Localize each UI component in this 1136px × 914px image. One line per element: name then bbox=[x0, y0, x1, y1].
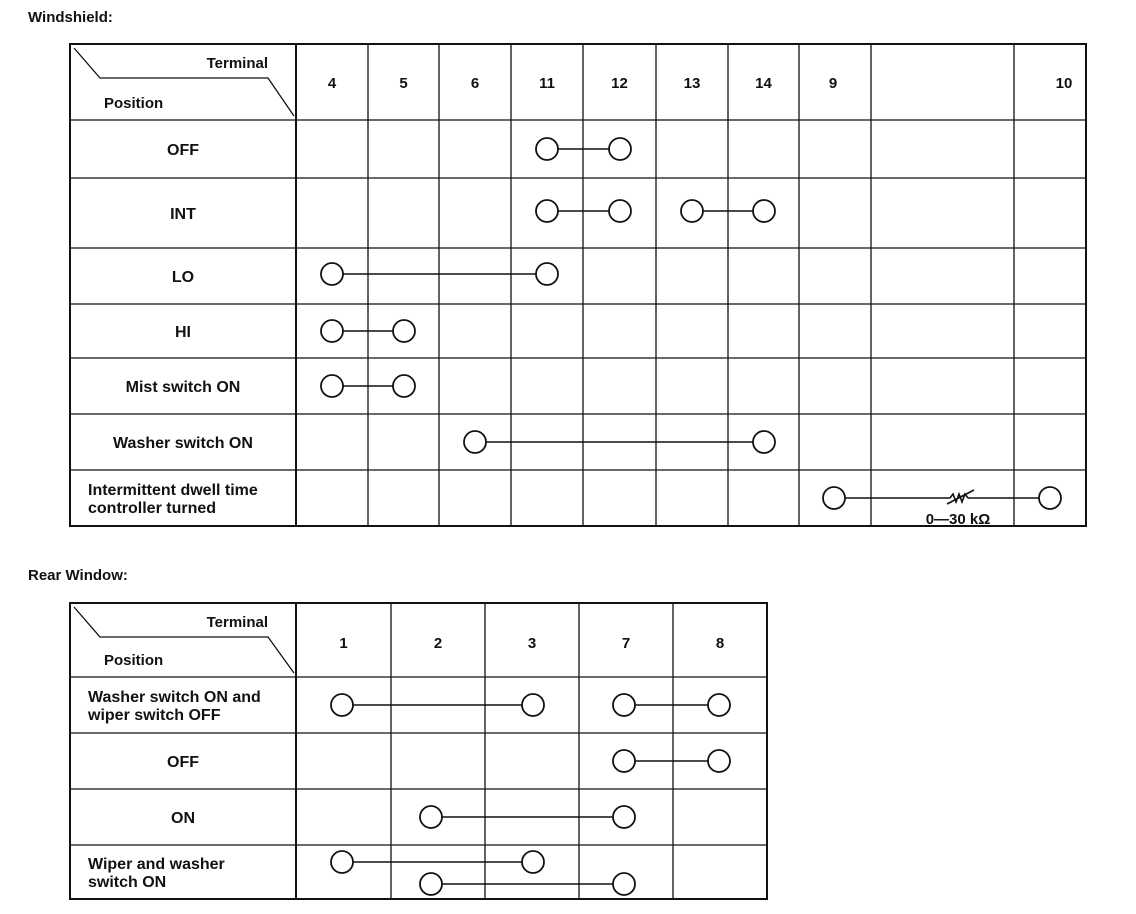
terminal-header-10: 10 bbox=[1055, 75, 1073, 92]
terminal-circle-13 bbox=[681, 200, 703, 222]
row-label-windshield-0: OFF bbox=[167, 142, 199, 159]
terminal-circle-7 bbox=[613, 694, 635, 716]
terminal-circle-9 bbox=[823, 487, 845, 509]
terminal-circle-4 bbox=[321, 375, 343, 397]
row-label-windshield-4: Mist switch ON bbox=[125, 379, 241, 396]
terminal-circle-11 bbox=[536, 138, 558, 160]
row-label-rear_window-0: Washer switch ON and bbox=[88, 689, 261, 706]
terminal-header-2: 2 bbox=[433, 635, 443, 652]
terminal-header-14: 14 bbox=[755, 75, 772, 92]
terminal-header-4: 4 bbox=[327, 75, 337, 92]
terminal-header-13: 13 bbox=[683, 75, 701, 92]
windshield-frame bbox=[70, 44, 1086, 526]
terminal-header-9: 9 bbox=[828, 75, 838, 92]
terminal-circle-8 bbox=[708, 694, 730, 716]
terminal-circle-14 bbox=[753, 200, 775, 222]
terminal-circle-12 bbox=[609, 200, 631, 222]
terminal-circle-11 bbox=[536, 263, 558, 285]
rear_window-corner-terminal: Terminal bbox=[206, 614, 268, 631]
terminal-circle-4 bbox=[321, 320, 343, 342]
terminal-header-8: 8 bbox=[715, 635, 725, 652]
terminal-circle-8 bbox=[708, 750, 730, 772]
terminal-circle-2 bbox=[420, 806, 442, 828]
terminal-circle-11 bbox=[536, 200, 558, 222]
terminal-header-11: 11 bbox=[539, 75, 555, 92]
terminal-circle-1 bbox=[331, 694, 353, 716]
terminal-header-7: 7 bbox=[621, 635, 631, 652]
row-label-windshield-6: controller turned bbox=[88, 500, 217, 517]
rear_window-corner-position: Position bbox=[104, 652, 164, 669]
row-label-rear_window-3: switch ON bbox=[88, 874, 167, 891]
terminal-circle-7 bbox=[613, 873, 635, 895]
row-label-windshield-2: LO bbox=[171, 269, 195, 286]
terminal-circle-12 bbox=[609, 138, 631, 160]
terminal-header-1: 1 bbox=[339, 635, 348, 652]
rear_window-frame bbox=[70, 603, 767, 899]
row-label-rear_window-3: Wiper and washer bbox=[88, 856, 225, 873]
row-label-windshield-6: Intermittent dwell time bbox=[88, 482, 258, 499]
row-label-rear_window-0: wiper switch OFF bbox=[88, 707, 221, 724]
terminal-circle-2 bbox=[420, 873, 442, 895]
terminal-header-12: 12 bbox=[611, 75, 628, 92]
row-label-rear_window-1: OFF bbox=[167, 754, 199, 771]
terminal-circle-3 bbox=[522, 694, 544, 716]
resistance-value: 0—30 kΩ bbox=[925, 511, 991, 528]
terminal-circle-3 bbox=[522, 851, 544, 873]
terminal-circle-14 bbox=[753, 431, 775, 453]
terminal-header-6: 6 bbox=[470, 75, 480, 92]
terminal-circle-5 bbox=[393, 375, 415, 397]
terminal-circle-5 bbox=[393, 320, 415, 342]
terminal-circle-7 bbox=[613, 750, 635, 772]
terminal-header-5: 5 bbox=[399, 75, 408, 92]
windshield-corner-terminal: Terminal bbox=[206, 55, 268, 72]
row-label-windshield-3: HI bbox=[175, 324, 191, 341]
terminal-header-3: 3 bbox=[527, 635, 537, 652]
row-label-windshield-5: Washer switch ON bbox=[113, 435, 253, 452]
windshield-title: Windshield: bbox=[28, 9, 113, 26]
row-label-rear_window-2: ON bbox=[171, 810, 195, 827]
terminal-circle-6 bbox=[464, 431, 486, 453]
windshield-corner-position: Position bbox=[104, 95, 164, 112]
terminal-circle-1 bbox=[331, 851, 353, 873]
terminal-circle-10 bbox=[1039, 487, 1061, 509]
terminal-circle-4 bbox=[321, 263, 343, 285]
terminal-circle-7 bbox=[613, 806, 635, 828]
row-label-windshield-1: INT bbox=[170, 206, 196, 223]
rear_window-title: Rear Window: bbox=[28, 567, 128, 584]
